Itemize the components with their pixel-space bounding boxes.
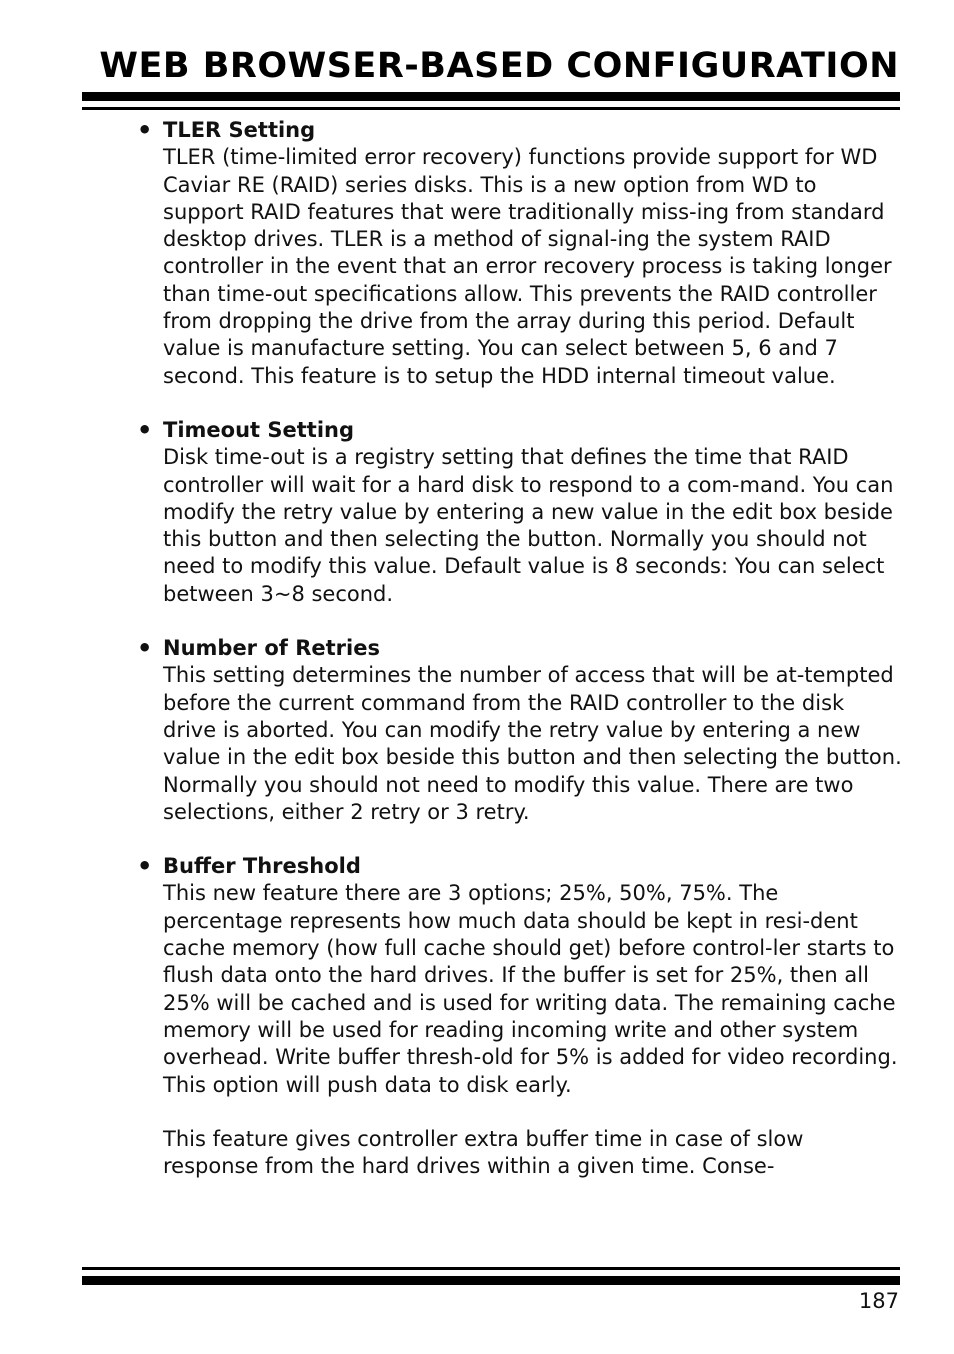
section-paragraph: Disk time-out is a registry setting that defines the time that RAID controller will wait for a hard disk to respond to a com-mand. You can modify the retry value by entering a new value in the edit box beside this button and then selecting the button. Normally you should not need to modify this value. Default value is 8 seconds: You can select between 3~8 second. [163,445,894,606]
header-rule-thick [82,92,900,101]
section-heading: Number of Retries [163,636,380,661]
section-timeout-setting [137,415,903,608]
bullet-icon: • [137,116,153,144]
bullet-icon: • [137,634,153,663]
section-heading: Buffer Threshold [163,854,361,879]
footer-rule-thick [82,1276,900,1285]
footer-rule-thin [82,1267,900,1270]
section-number-of-retries [137,634,903,826]
section-paragraph: TLER (time-limited error recovery) functions provide support for WD Caviar RE (RAID) series disks. This is a new option from WD to support RAID features that were traditionally miss-ing from standard desktop drives. TLER is a method of signal-ing the system RAID controller in the event that an error recovery process is taking longer than time-out specifications allow. This prevents the RAID controller from dropping the drive from the array during this period. Default value is manufacture setting. You can select between 5, 6 and 7 second. This feature is to setup the HDD internal timeout value. [163,145,892,388]
header-rule-thin [82,107,900,110]
section-heading: Timeout Setting [163,417,354,442]
page-number: 187 [858,1289,899,1313]
section-tler-setting [137,116,903,390]
section-heading: TLER Setting [163,118,316,142]
section-paragraph: This setting determines the number of access that will be at-tempted before the current command from the RAID controller to the disk drive is aborted. You can modify the retry value by entering a new value in the edit box beside this button and then selecting the button. Normally you should not need to modify this value. There are two selections, either 2 retry or 3 retry. [163,663,902,824]
bullet-icon: • [137,852,153,881]
bullet-icon: • [137,415,153,444]
section-buffer-threshold [137,852,903,1180]
page-content [137,116,903,1207]
section-paragraph: This feature gives controller extra buffer time in case of slow response from the hard drives within a given time. Conse- [163,1126,804,1179]
page-title: WEB BROWSER-BASED CONFIGURATION [99,46,899,86]
section-paragraph: This new feature there are 3 options; 25%, 50%, 75%. The percentage represents how much data should be kept in resi-dent cache memory (how full cache should get) before control-ler starts to flush data onto the hard drives. If the buffer is set for 25%, then all 25% will be cached and is used for writing data. The remaining cache memory will be used for reading incoming write and other system overhead. Write buffer thresh-old for 5% is added for video recording. This option will push data to disk early. [163,881,898,1097]
